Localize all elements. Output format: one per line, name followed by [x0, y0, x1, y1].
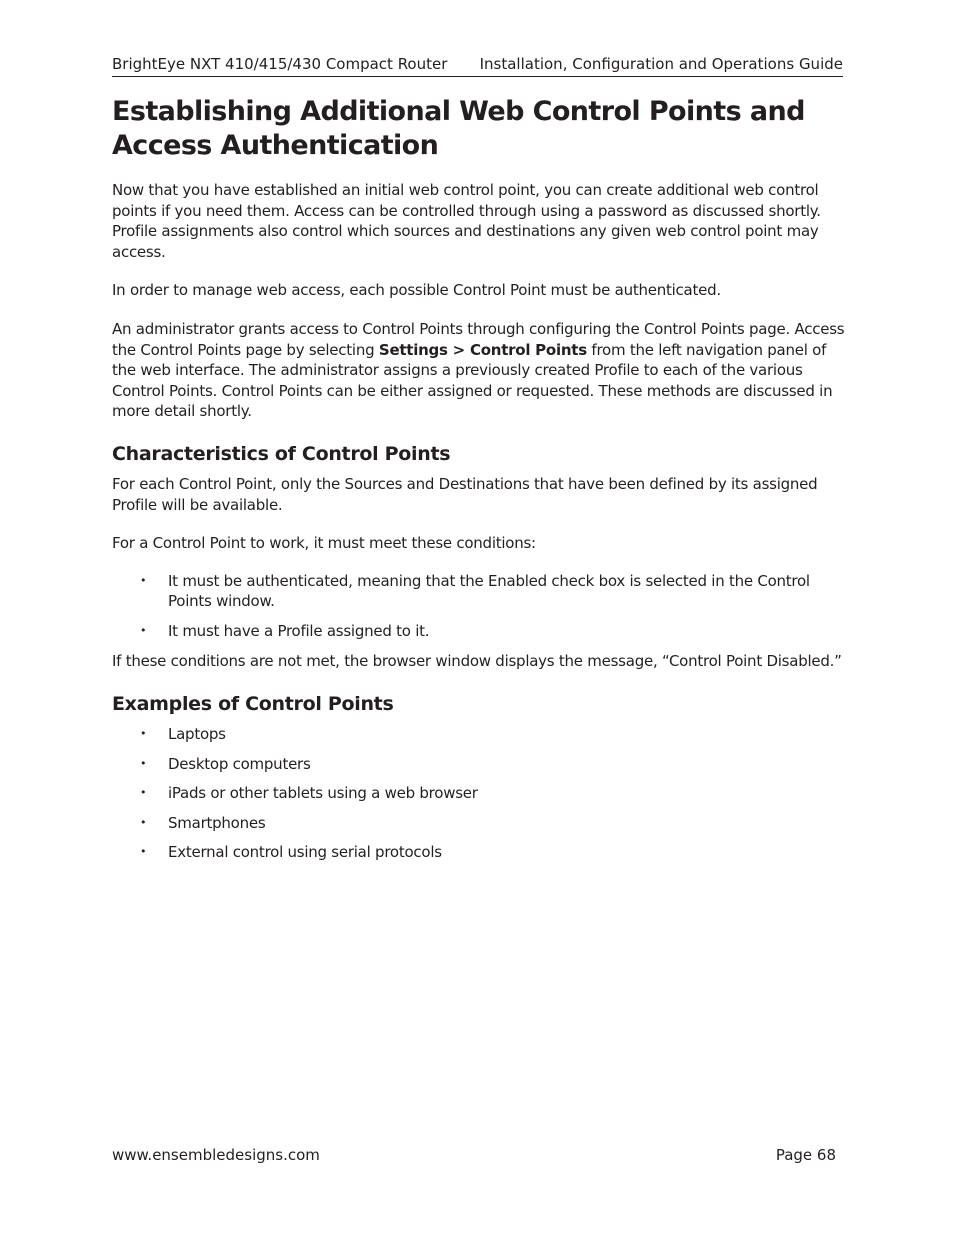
list-item: [112, 842, 847, 863]
list-item: [112, 621, 847, 642]
page-title: Establishing Additional Web Control Points and Access Authentication: [112, 96, 805, 161]
bullet-icon: •: [140, 573, 147, 587]
list-item: [112, 783, 847, 804]
admin-text-before: An administrator grants access to Control Points through configuring the Control Points page. Access the Control Points page by selecting: [112, 319, 845, 359]
page-number: Page 68: [775, 1146, 836, 1164]
intro-paragraph-1: Now that you have established an initial web control point, you can create additional web control points if you need them. Access can be controlled through using a password as discussed shortly. Profile assignments also control which sources and destinations any given web control point may access.: [112, 181, 821, 261]
list-item-text: It must be authenticated, meaning that the Enabled check box is selected in the Control Points window.: [168, 571, 810, 611]
bullet-icon: •: [140, 845, 147, 859]
page-header: [112, 54, 843, 77]
list-item-text: Smartphones: [168, 813, 266, 832]
bullet-icon: •: [140, 623, 147, 637]
admin-text-after: from the left navigation panel of the web interface. The administrator assigns a previously created Profile to each of the various Control Points. Control Points can be either assigned or requested. These methods are discussed in more detail shortly.: [112, 340, 833, 421]
list-item: [112, 724, 847, 745]
footer-website-link[interactable]: www.ensembledesigns.com: [112, 1146, 320, 1164]
list-item-text: Laptops: [168, 725, 226, 744]
settings-path: Settings > Control Points: [378, 340, 587, 359]
conditions-list: [112, 571, 847, 642]
page-content: [112, 95, 847, 863]
conditions-closing: If these conditions are not met, the browser window displays the message, “Control Point Disabled.”: [112, 651, 842, 670]
bullet-icon: •: [140, 756, 147, 770]
list-item-text: External control using serial protocols: [168, 843, 442, 862]
header-product-name: BrightEye NXT 410/415/430 Compact Router: [112, 55, 448, 73]
characteristics-paragraph-2: For a Control Point to work, it must meet these conditions:: [112, 534, 536, 553]
intro-paragraph-2: In order to manage web access, each possible Control Point must be authenticated.: [112, 281, 721, 300]
bullet-icon: •: [140, 815, 147, 829]
list-item-text: iPads or other tablets using a web browser: [168, 784, 478, 803]
examples-list: [112, 724, 847, 863]
examples-heading: Examples of Control Points: [112, 693, 394, 716]
characteristics-heading: Characteristics of Control Points: [112, 442, 451, 465]
characteristics-paragraph-1: For each Control Point, only the Sources and Destinations that have been defined by its assigned Profile will be available.: [112, 474, 818, 514]
list-item: [112, 571, 847, 612]
header-guide-title: Installation, Configuration and Operations Guide: [479, 55, 843, 73]
bullet-icon: •: [140, 727, 147, 741]
list-item-text: It must have a Profile assigned to it.: [168, 621, 430, 640]
admin-paragraph: [112, 319, 847, 422]
list-item: [112, 813, 847, 834]
list-item-text: Desktop computers: [168, 754, 311, 773]
bullet-icon: •: [140, 786, 147, 800]
list-item: [112, 754, 847, 775]
